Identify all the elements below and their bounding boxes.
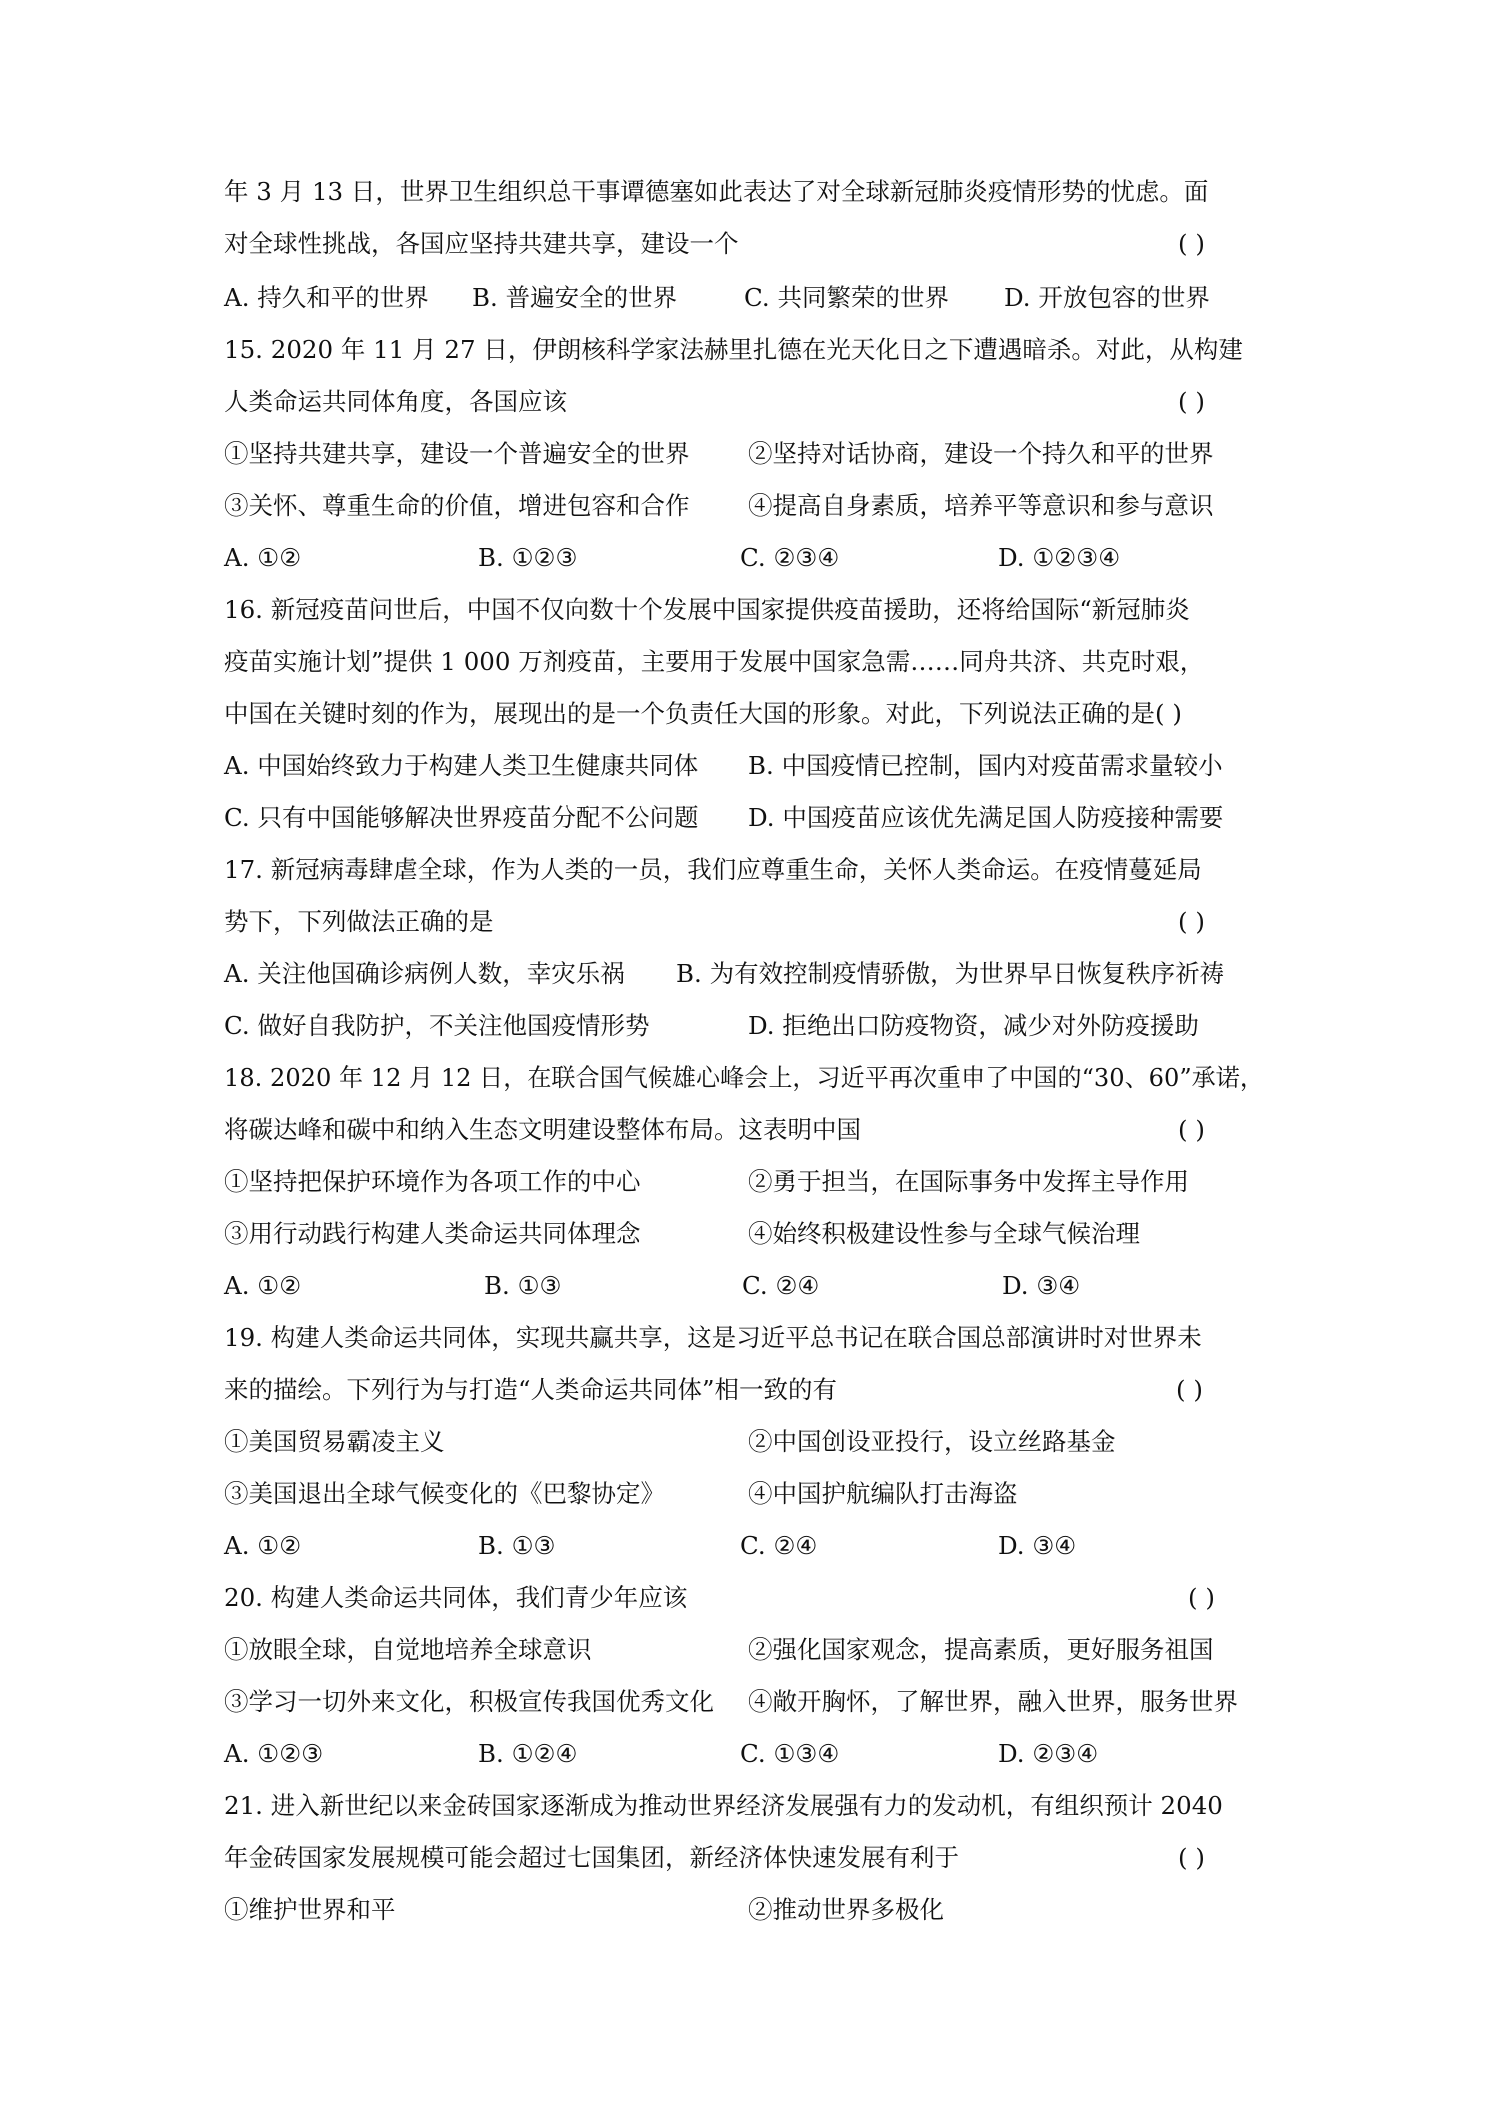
q14-options	[224, 280, 1264, 316]
q20-stem-line-1	[224, 1580, 1264, 1616]
q21-answer-blank: ( )	[1178, 1843, 1205, 1872]
q18-answer-blank: ( )	[1178, 1115, 1205, 1144]
q19-statement-1: ①美国贸易霸凌主义	[224, 1427, 445, 1456]
q15-option-b: B. ①②③	[478, 543, 578, 572]
q21-stem-text-1: 21. 进入新世纪以来金砖国家逐渐成为推动世界经济发展强有力的发动机，有组织预计 2040	[224, 1791, 1223, 1820]
q15-options	[224, 540, 1264, 576]
q20-statement-4: ④敞开胸怀，了解世界，融入世界，服务世界	[748, 1687, 1238, 1716]
q18-stem-text-2: 将碳达峰和碳中和纳入生态文明建设整体布局。这表明中国	[224, 1115, 861, 1144]
q19-stem-line-1	[224, 1320, 1264, 1356]
q14-option-b: B. 普遍安全的世界	[472, 283, 678, 312]
q18-option-d: D. ③④	[1002, 1271, 1081, 1300]
q18-option-a: A. ①②	[224, 1271, 302, 1300]
q19-statement-3: ③美国退出全球气候变化的《巴黎协定》	[224, 1479, 665, 1508]
q16-stem-line-3	[224, 696, 1264, 732]
q19-statement-4: ④中国护航编队打击海盗	[748, 1479, 1018, 1508]
q20-statement-2: ②强化国家观念，提高素质，更好服务祖国	[748, 1635, 1214, 1664]
q17-option-d: D. 拒绝出口防疫物资，减少对外防疫援助	[748, 1011, 1199, 1040]
q16-option-d: D. 中国疫苗应该优先满足国人防疫接种需要	[748, 803, 1224, 832]
q17-stem-line-1	[224, 852, 1264, 888]
q19-stem-line-2	[224, 1372, 1264, 1408]
q20-option-a: A. ①②③	[224, 1739, 324, 1768]
q16-options-row-1	[224, 748, 1264, 784]
q15-answer-blank: ( )	[1178, 387, 1205, 416]
q15-option-a: A. ①②	[224, 543, 302, 572]
q14-stem-text-2: 对全球性挑战，各国应坚持共建共享，建设一个	[224, 229, 739, 258]
q14-stem-line-1	[224, 174, 1264, 210]
q17-answer-blank: ( )	[1178, 907, 1205, 936]
q21-statements-row-1	[224, 1892, 1264, 1928]
q17-option-a: A. 关注他国确诊病例人数，幸灾乐祸	[224, 959, 625, 988]
q18-options	[224, 1268, 1264, 1304]
q17-stem-text-2: 势下，下列做法正确的是	[224, 907, 494, 936]
q19-answer-blank: ( )	[1176, 1375, 1203, 1404]
q18-statements-row-2	[224, 1216, 1264, 1252]
q15-stem-line-2	[224, 384, 1264, 420]
q18-stem-text-1: 18. 2020 年 12 月 12 日，在联合国气候雄心峰会上，习近平再次重申了中国的“30、60”承诺，	[224, 1063, 1264, 1092]
q19-option-a: A. ①②	[224, 1531, 302, 1560]
q16-stem-text-2: 疫苗实施计划”提供 1 000 万剂疫苗，主要用于发展中国家急需……同舟共济、共克时艰，	[224, 647, 1205, 676]
q19-options	[224, 1528, 1264, 1564]
q14-option-c: C. 共同繁荣的世界	[744, 283, 949, 312]
q15-statements-row-1	[224, 436, 1264, 472]
q19-option-b: B. ①③	[478, 1531, 556, 1560]
q17-options-row-1	[224, 956, 1264, 992]
q15-stem-text-1: 15. 2020 年 11 月 27 日，伊朗核科学家法赫里扎德在光天化日之下遭遇暗杀。对此，从构建	[224, 335, 1243, 364]
q20-stem-text-1: 20. 构建人类命运共同体，我们青少年应该	[224, 1583, 688, 1612]
q16-option-a: A. 中国始终致力于构建人类卫生健康共同体	[224, 751, 699, 780]
q21-stem-line-2	[224, 1840, 1264, 1876]
q20-options	[224, 1736, 1264, 1772]
q21-stem-text-2: 年金砖国家发展规模可能会超过七国集团，新经济体快速发展有利于	[224, 1843, 959, 1872]
q19-statements-row-1	[224, 1424, 1264, 1460]
q18-statement-4: ④始终积极建设性参与全球气候治理	[748, 1219, 1140, 1248]
q14-option-d: D. 开放包容的世界	[1004, 283, 1210, 312]
q16-option-c: C. 只有中国能够解决世界疫苗分配不公问题	[224, 803, 699, 832]
q20-answer-blank: ( )	[1188, 1583, 1215, 1612]
q15-option-d: D. ①②③④	[998, 543, 1121, 572]
q20-statements-row-1	[224, 1632, 1264, 1668]
q21-statement-1: ①维护世界和平	[224, 1895, 396, 1924]
q14-answer-blank: ( )	[1178, 229, 1205, 258]
q20-statement-3: ③学习一切外来文化，积极宣传我国优秀文化	[224, 1687, 714, 1716]
q16-option-b: B. 中国疫情已控制，国内对疫苗需求量较小	[748, 751, 1223, 780]
q14-option-a: A. 持久和平的世界	[224, 283, 429, 312]
q18-option-b: B. ①③	[484, 1271, 562, 1300]
q15-statements-row-2	[224, 488, 1264, 524]
q16-stem-text-1: 16. 新冠疫苗问世后，中国不仅向数十个发展中国家提供疫苗援助，还将给国际“新冠肺炎	[224, 595, 1190, 624]
q15-option-c: C. ②③④	[740, 543, 840, 572]
q19-statement-2: ②中国创设亚投行，设立丝路基金	[748, 1427, 1116, 1456]
q20-option-d: D. ②③④	[998, 1739, 1099, 1768]
q19-option-d: D. ③④	[998, 1531, 1077, 1560]
q19-stem-text-1: 19. 构建人类命运共同体，实现共赢共享，这是习近平总书记在联合国总部演讲时对世界未	[224, 1323, 1202, 1352]
q15-statement-2: ②坚持对话协商，建设一个持久和平的世界	[748, 439, 1214, 468]
q15-statement-1: ①坚持共建共享，建设一个普遍安全的世界	[224, 439, 690, 468]
q18-statement-2: ②勇于担当，在国际事务中发挥主导作用	[748, 1167, 1189, 1196]
q18-statements-row-1	[224, 1164, 1264, 1200]
q16-stem-line-1	[224, 592, 1264, 628]
q16-stem-text-3: 中国在关键时刻的作为，展现出的是一个负责任大国的形象。对此，下列说法正确的是( )	[224, 699, 1182, 728]
q18-statement-1: ①坚持把保护环境作为各项工作的中心	[224, 1167, 641, 1196]
q18-stem-line-1	[224, 1060, 1264, 1096]
q15-stem-line-1	[224, 332, 1264, 368]
q16-options-row-2	[224, 800, 1264, 836]
q15-stem-text-2: 人类命运共同体角度，各国应该	[224, 387, 567, 416]
q14-stem-line-2	[224, 226, 1264, 262]
q19-stem-text-2: 来的描绘。下列行为与打造“人类命运共同体”相一致的有	[224, 1375, 838, 1404]
q18-option-c: C. ②④	[742, 1271, 820, 1300]
q17-option-c: C. 做好自我防护，不关注他国疫情形势	[224, 1011, 650, 1040]
q20-statement-1: ①放眼全球，自觉地培养全球意识	[224, 1635, 592, 1664]
q19-option-c: C. ②④	[740, 1531, 818, 1560]
q17-option-b: B. 为有效控制疫情骄傲，为世界早日恢复秩序祈祷	[676, 959, 1225, 988]
q14-stem-text-1: 年 3 月 13 日，世界卫生组织总干事谭德塞如此表达了对全球新冠肺炎疫情形势的忧虑。面	[224, 177, 1209, 206]
q19-statements-row-2	[224, 1476, 1264, 1512]
q20-statements-row-2	[224, 1684, 1264, 1720]
q20-option-b: B. ①②④	[478, 1739, 578, 1768]
q15-statement-4: ④提高自身素质，培养平等意识和参与意识	[748, 491, 1214, 520]
q17-stem-line-2	[224, 904, 1264, 940]
q15-statement-3: ③关怀、尊重生命的价值，增进包容和合作	[224, 491, 690, 520]
q17-options-row-2	[224, 1008, 1264, 1044]
q21-statement-2: ②推动世界多极化	[748, 1895, 944, 1924]
q18-stem-line-2	[224, 1112, 1264, 1148]
q21-stem-line-1	[224, 1788, 1264, 1824]
q18-statement-3: ③用行动践行构建人类命运共同体理念	[224, 1219, 641, 1248]
q20-option-c: C. ①③④	[740, 1739, 840, 1768]
q17-stem-text-1: 17. 新冠病毒肆虐全球，作为人类的一员，我们应尊重生命，关怀人类命运。在疫情蔓延局	[224, 855, 1202, 884]
q16-stem-line-2	[224, 644, 1264, 680]
